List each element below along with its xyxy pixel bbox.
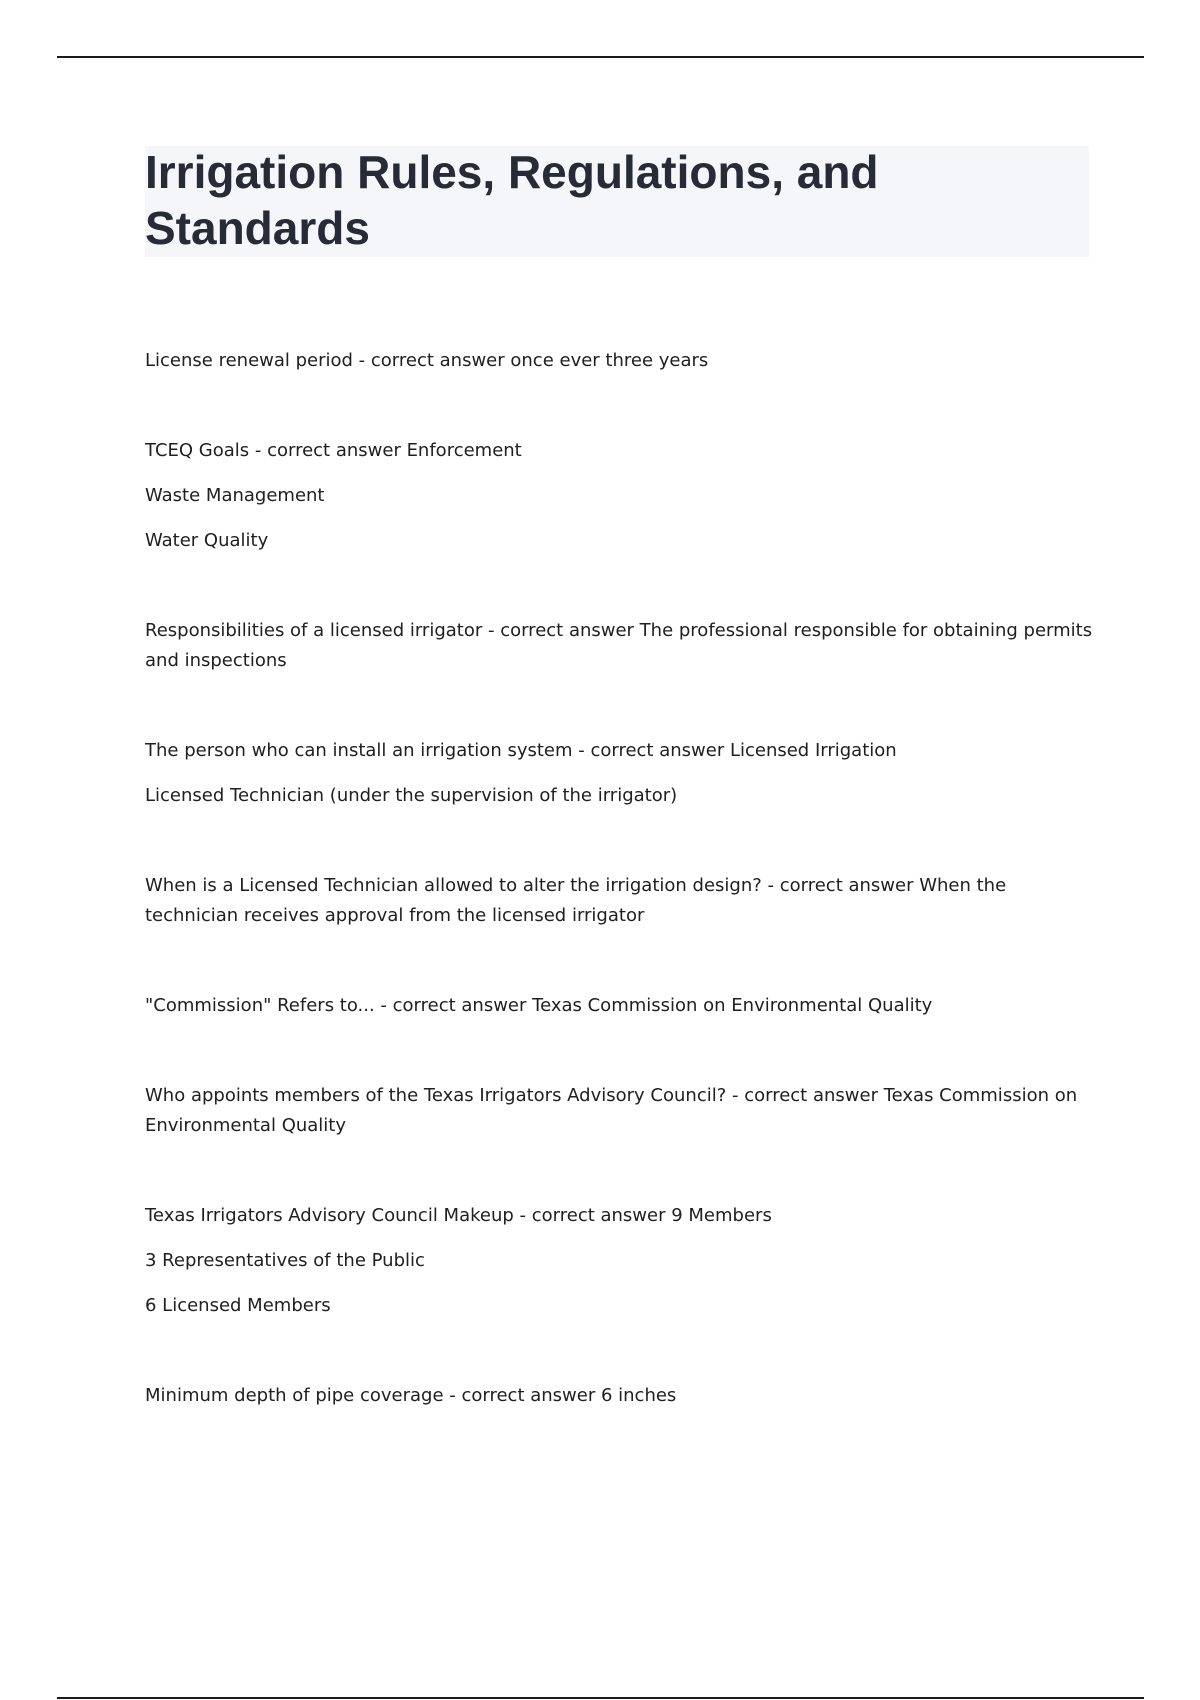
- qa-item: [145, 616, 1095, 676]
- qa-line: "Commission" Refers to... - correct answer Texas Commission on Environmental Quality: [145, 995, 933, 1016]
- qa-line: License renewal period - correct answer once ever three years: [145, 350, 709, 371]
- qa-line: Water Quality: [145, 530, 269, 551]
- qa-line: Minimum depth of pipe coverage - correct answer 6 inches: [145, 1385, 677, 1406]
- qa-line: Who appoints members of the Texas Irrigators Advisory Council? - correct answer Texas Commission on Environmental Quality: [145, 1085, 1078, 1136]
- qa-line: 6 Licensed Members: [145, 1295, 331, 1316]
- qa-line: 3 Representatives of the Public: [145, 1250, 425, 1271]
- title-banner: [145, 146, 1089, 257]
- top-divider: [57, 56, 1144, 58]
- qa-line: Texas Irrigators Advisory Council Makeup - correct answer 9 Members: [145, 1205, 772, 1226]
- qa-line: Responsibilities of a licensed irrigator - correct answer The professional responsible for obtaining permits and inspections: [145, 620, 1093, 671]
- qa-item: [145, 736, 1095, 811]
- qa-line: When is a Licensed Technician allowed to alter the irrigation design? - correct answer When the technician receives approval from the licensed irrigator: [145, 875, 1007, 926]
- qa-item: [145, 871, 1095, 931]
- qa-line: Waste Management: [145, 485, 325, 506]
- qa-item: [145, 1081, 1095, 1141]
- qa-item: [145, 991, 1095, 1021]
- qa-item: [145, 1381, 1095, 1411]
- page-title: Irrigation Rules, Regulations, and Standards: [145, 146, 879, 254]
- bottom-divider: [57, 1697, 1144, 1699]
- qa-line: The person who can install an irrigation system - correct answer Licensed Irrigation: [145, 740, 897, 761]
- qa-list: [145, 346, 1095, 1411]
- qa-item: [145, 436, 1095, 556]
- qa-line: TCEQ Goals - correct answer Enforcement: [145, 440, 522, 461]
- qa-item: [145, 1201, 1095, 1321]
- qa-line: Licensed Technician (under the supervision of the irrigator): [145, 785, 678, 806]
- qa-item: [145, 346, 1095, 376]
